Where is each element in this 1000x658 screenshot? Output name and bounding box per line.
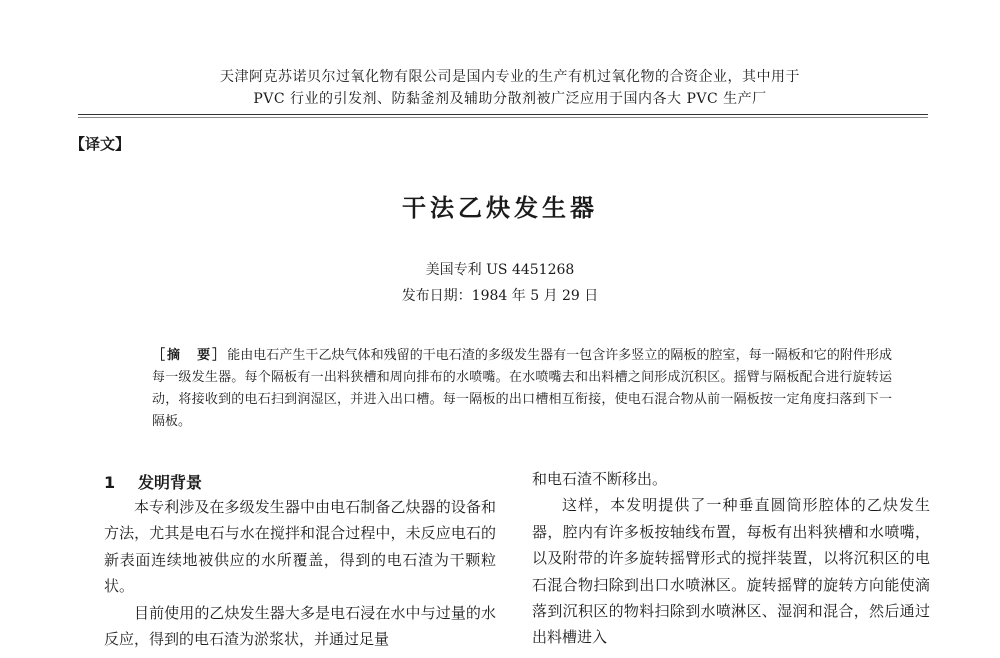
abstract-label: ［摘 要］: [152, 348, 228, 363]
body-paragraph-continuation: 和电石渣不断移出。: [532, 470, 668, 488]
left-column: [104, 494, 496, 652]
abstract: [152, 345, 892, 433]
document-title: 干法乙炔发生器: [402, 193, 598, 222]
right-column: [532, 466, 930, 651]
translation-tag: 【译文】: [70, 135, 131, 153]
abstract-text: 能由电石产生干乙炔气体和残留的干电石渣的多级发生器有一包含许多竖立的隔板的腔室，每一隔板和它的附件形成每一级发生器。每个隔板有一出料狭槽和周向排布的水喷嘴。在水喷嘴去和出料槽之间形成沉积区。摇臂与隔板配合进行旋转运动，将接收到的电石扫到润湿区，并进入出口槽。每一隔板的出口槽相互衔接，使电石混合物从前一隔板按一定角度扫落到下一隔板。: [152, 348, 892, 429]
body-paragraph: 本专利涉及在多级发生器中由电石制备乙炔器的设备和方法，尤其是电石与水在搅拌和混合过程中，未反应电石的新表面连续地被供应的水所覆盖，得到的电石渣为干颗粒状。: [104, 498, 496, 596]
section-number: 1: [104, 473, 116, 492]
patent-number: 美国专利 US 4451268: [425, 262, 575, 278]
header-rule: [78, 114, 928, 115]
header-note: [110, 66, 910, 110]
body-paragraph: 目前使用的乙炔发生器大多是电石浸在水中与过量的水反应，得到的电石渣为淤浆状，并通过足量: [104, 603, 496, 649]
body-paragraph: 这样，本发明提供了一种垂直圆筒形腔体的乙炔发生器，腔内有许多板按轴线布置，每板有出料狭槽和水喷嘴，以及附带的许多旋转摇臂形式的搅拌装置，以将沉积区的电石混合物扫除到出口水喷淋区。旋转摇臂的旋转方向能使滴落到沉积区的物料扫除到水喷淋区、湿润和混合，然后通过出料槽进入: [532, 496, 930, 647]
publication-date: 发布日期：1984 年 5 月 29 日: [401, 288, 599, 304]
header-rule-secondary: [78, 117, 928, 118]
header-note-line-1: 天津阿克苏诺贝尔过氧化物有限公司是国内专业的生产有机过氧化物的合资企业，其中用于: [220, 69, 800, 85]
section-heading: [104, 470, 202, 493]
section-title: 发明背景: [138, 473, 203, 492]
header-note-line-2: PVC 行业的引发剂、防黏釜剂及辅助分散剂被广泛应用于国内各大 PVC 生产厂: [253, 91, 767, 107]
